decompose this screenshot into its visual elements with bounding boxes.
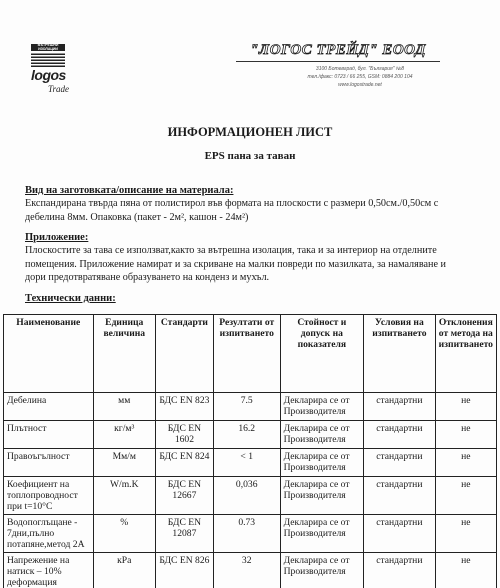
logo-wordmark: logos — [31, 67, 66, 83]
cell-name: Водопоглъщане - 7дни,пълно потапяне,метод 2А — [4, 515, 94, 553]
cell-unit: мм — [93, 393, 155, 421]
application-line: помещения. Приложение намират и за скриване на малки повреди по мазилката, за намаляване и — [25, 258, 446, 270]
table-header-row — [4, 315, 497, 393]
table-row — [4, 515, 497, 553]
cell-result: 16.2 — [213, 421, 280, 449]
cell-result: < 1 — [213, 449, 280, 477]
cell-conditions: стандартни — [364, 449, 436, 477]
cell-unit: кРа — [93, 553, 155, 588]
cell-unit: % — [93, 515, 155, 553]
cell-conditions: стандартни — [364, 515, 436, 553]
logo-bar — [31, 44, 65, 51]
cell-deviation: не — [435, 393, 496, 421]
header-conditions: Условия на изпитването — [364, 315, 436, 393]
material-heading: Вид на заготовката/описание на материала: — [25, 185, 234, 196]
material-paragraph — [25, 197, 475, 224]
logo-subtitle: Trade — [48, 84, 70, 94]
cell-value-tolerance: Декларира се от Производителя — [280, 421, 363, 449]
cell-unit: W/m.K — [93, 477, 155, 515]
header-name: Наименование — [4, 315, 94, 393]
table-row — [4, 393, 497, 421]
cell-deviation: не — [435, 553, 496, 588]
header-value-tolerance: Стойност и допуск на показателя — [280, 315, 363, 393]
company-phone-line: тел./факс: 0723 / 66 255, GSM: 0884 200 104 — [307, 74, 413, 80]
logo-bar-text: ВЪТРЕШНИ ИЗОЛАЦИИ — [37, 43, 59, 51]
document-subtitle: EPS пана за таван — [204, 150, 296, 162]
cell-unit: Мм/м — [93, 449, 155, 477]
cell-standard: БДС EN 824 — [155, 449, 213, 477]
cell-standard: БДС EN 826 — [155, 553, 213, 588]
header-unit: Единица величина — [93, 315, 155, 393]
cell-name: Коефициент на топлопроводност при t=10°C — [4, 477, 94, 515]
company-logo — [25, 44, 75, 100]
company-name: "ЛОГОС ТРЕЙД" ЕООД — [250, 42, 426, 58]
cell-result: 0.73 — [213, 515, 280, 553]
technical-heading: Технически данни: — [25, 293, 116, 304]
cell-result: 0,036 — [213, 477, 280, 515]
cell-conditions: стандартни — [364, 553, 436, 588]
cell-value-tolerance: Декларира се от Производителя — [280, 393, 363, 421]
company-underline — [236, 61, 440, 62]
cell-name: Плътност — [4, 421, 94, 449]
material-line: Експандирана твърда пяна от полистирол във формата на плоскости с размери 0,50см./0,50см с — [25, 198, 439, 209]
document-title: ИНФОРМАЦИОНЕН ЛИСТ — [167, 125, 333, 139]
company-web-line: www.logostrade.net — [338, 82, 382, 88]
logo-hatch — [31, 53, 65, 67]
table-row — [4, 449, 497, 477]
cell-standard: БДС EN 12087 — [155, 515, 213, 553]
header-standards: Стандарти — [155, 315, 213, 393]
table-row — [4, 553, 497, 588]
company-address-line: 3100 Ботевград, бул. "България" №8 — [315, 66, 405, 72]
cell-conditions: стандартни — [364, 393, 436, 421]
cell-standard: БДС EN 12667 — [155, 477, 213, 515]
cell-standard: БДС EN 1602 — [155, 421, 213, 449]
table-row — [4, 477, 497, 515]
application-line: дори предотвратяване образуването на конденз и мухъл. — [25, 272, 270, 283]
material-line: дебелина 8мм. Опаковка (пакет - 2м², кашон - 24м²) — [25, 211, 249, 223]
cell-conditions: стандартни — [364, 477, 436, 515]
cell-value-tolerance: Декларира се от Производителя — [280, 477, 363, 515]
cell-unit: кг/м³ — [93, 421, 155, 449]
cell-standard: БДС EN 823 — [155, 393, 213, 421]
cell-deviation: не — [435, 421, 496, 449]
cell-value-tolerance: Декларира се от Производителя — [280, 449, 363, 477]
application-heading: Приложение: — [25, 232, 89, 243]
cell-deviation: не — [435, 449, 496, 477]
cell-name: Правоъгълност — [4, 449, 94, 477]
cell-value-tolerance: Декларира се от Производителя — [280, 515, 363, 553]
application-paragraph — [25, 244, 475, 285]
technical-data-table — [3, 314, 497, 588]
application-line: Плоскостите за тава се използват,както за вътрешна изолация, така и за интериор на отделните — [25, 245, 437, 256]
header-deviations: Отклонения от метода на изпитването — [435, 315, 496, 393]
cell-value-tolerance: Декларира се от Производителя — [280, 553, 363, 588]
cell-result: 32 — [213, 553, 280, 588]
cell-deviation: не — [435, 515, 496, 553]
cell-name: Напрежение на натиск – 10% деформация — [4, 553, 94, 588]
header-results: Резултати от изпитването — [213, 315, 280, 393]
table-row — [4, 421, 497, 449]
cell-deviation: не — [435, 477, 496, 515]
cell-name: Дебелина — [4, 393, 94, 421]
cell-result: 7.5 — [213, 393, 280, 421]
cell-conditions: стандартни — [364, 421, 436, 449]
